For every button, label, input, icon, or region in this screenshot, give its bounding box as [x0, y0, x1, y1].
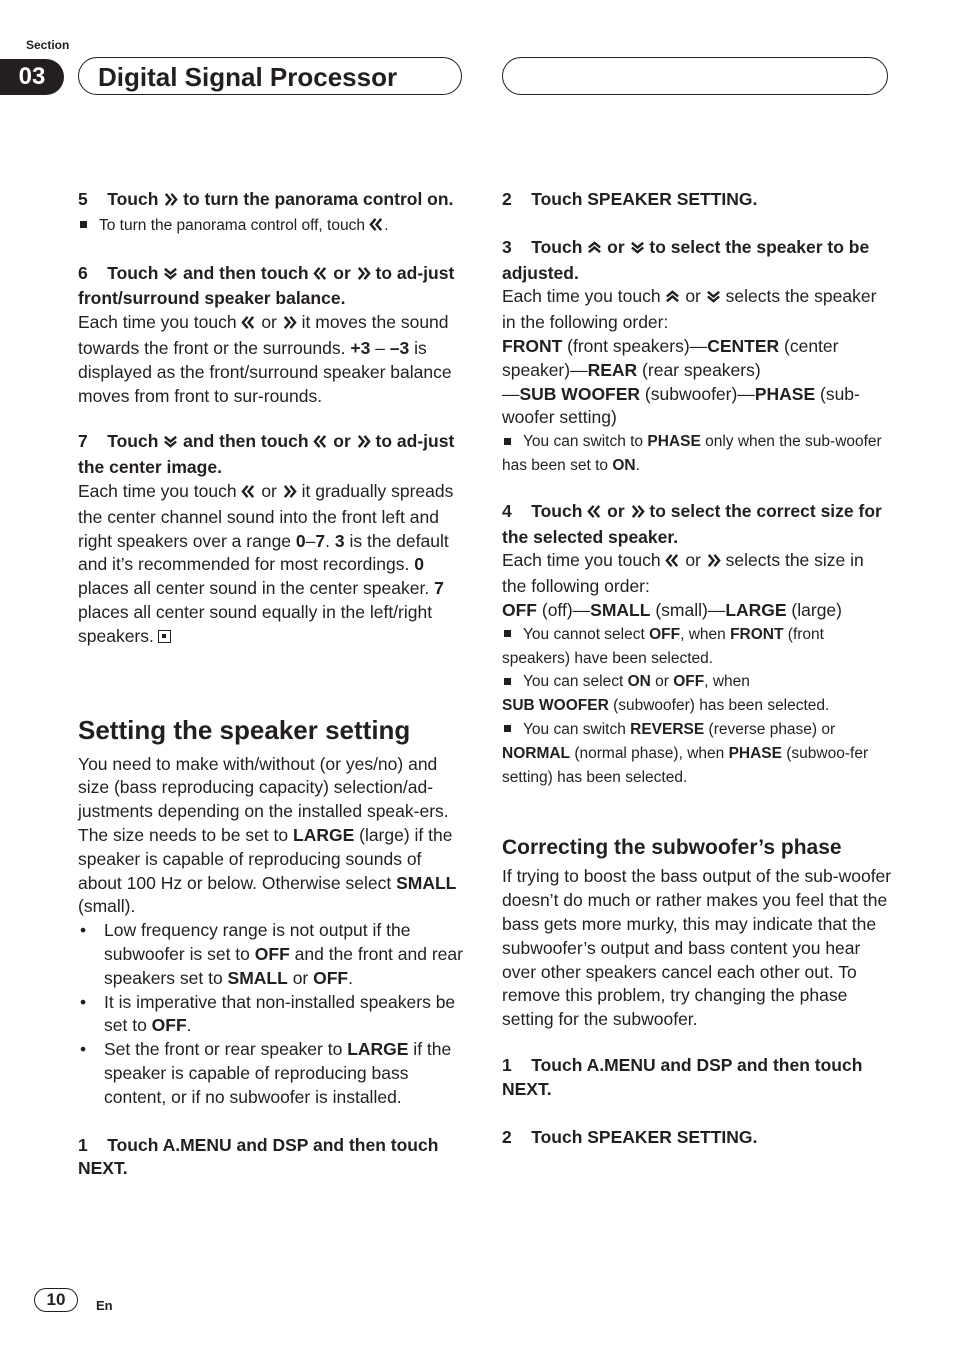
keyword-subwoofer: SUB WOOFER: [502, 697, 609, 715]
body-text: (sub-woofer setting): [502, 383, 860, 428]
note-text: (subwoofer) has been selected.: [608, 697, 830, 715]
note: [78, 214, 466, 240]
page-title: Digital Signal Processor: [98, 62, 398, 92]
body-text: (small)—: [650, 599, 726, 620]
subsection-heading: Correcting the subwoofer’s phase: [502, 836, 842, 860]
note-text: You can select: [523, 673, 628, 691]
double-chevron-right-icon: [706, 551, 721, 575]
double-chevron-left-icon: [369, 216, 384, 240]
phase-paragraph: If trying to boost the bass output of the sub-woofer doesn’t do much or rather makes you feel that the bass gets more murky, this may indicate that the subwoofer’s output and bass content you hear over other speakers cancel each other out. To remove this problem, try changing the phase setting for the subwoofer.: [502, 866, 892, 1030]
size-order: [502, 599, 892, 623]
note-text: (reverse phase) or: [704, 720, 836, 738]
keyword-phase: PHASE: [728, 744, 782, 762]
double-chevron-left-icon: [241, 482, 256, 506]
step-4-body: [502, 549, 892, 599]
body-text: Low frequency range is not output if the subwoofer is set to: [104, 920, 411, 964]
double-chevron-right-icon: [630, 502, 645, 526]
step-text: and then touch: [183, 431, 309, 452]
note-text: To turn the panorama control off, touch: [99, 216, 365, 234]
keyword-off: OFF: [313, 967, 349, 988]
double-chevron-left-icon: [241, 313, 256, 337]
bullet-item: [78, 1038, 466, 1109]
step-text: Touch SPEAKER SETTING.: [531, 1126, 758, 1147]
body-text: –: [305, 530, 316, 551]
keyword-rear: REAR: [587, 359, 638, 380]
double-chevron-down-icon: [706, 287, 721, 311]
note-text: (subwoo-fer setting) has been selected.: [502, 744, 869, 786]
step-3-body: [502, 285, 892, 335]
body-text: —: [502, 383, 520, 404]
note-text: (front speakers) have been selected.: [502, 625, 824, 667]
body-text: it gradually spreads the center channel sound into the front left and right speakers over a range: [78, 480, 454, 551]
bullet-dot-icon: •: [80, 991, 87, 1012]
step-text: to select the correct size for the selected speaker.: [502, 500, 882, 547]
note: [502, 718, 892, 789]
body-text: places all center sound in the center speaker.: [78, 578, 435, 599]
double-chevron-left-icon: [665, 551, 680, 575]
step-text: to select the speaker to be adjusted.: [502, 236, 870, 283]
keyword-large: LARGE: [347, 1039, 409, 1060]
body-text: it moves the sound towards the front or the surrounds.: [78, 312, 449, 358]
keyword-small: SMALL: [227, 967, 288, 988]
keyword-large: LARGE: [293, 824, 355, 845]
step-text: or: [607, 236, 625, 257]
body-text: if the speaker is capable of reproducing bass content, or if no subwoofer is installed.: [104, 1039, 452, 1107]
bullet-dot-icon: •: [80, 920, 87, 941]
note-text: You cannot select: [523, 625, 650, 643]
note: [502, 670, 892, 718]
step-number: 3: [502, 236, 512, 257]
double-chevron-right-icon: [356, 432, 371, 456]
double-chevron-right-icon: [282, 482, 297, 506]
double-chevron-left-icon: [313, 432, 328, 456]
value-zero: 0: [295, 530, 306, 551]
body-text: .: [348, 967, 353, 988]
body-text: (large): [786, 599, 842, 620]
step-3: [502, 236, 892, 286]
note: [502, 623, 892, 671]
double-chevron-up-icon: [665, 287, 680, 311]
note-bullet-icon: [504, 630, 511, 637]
step-text: Touch A.MENU and DSP and then touch NEXT.: [78, 1134, 439, 1179]
step-5: [78, 188, 466, 214]
step-2: [502, 1126, 892, 1150]
keyword-off: OFF: [673, 673, 705, 691]
note-text: You can switch: [523, 720, 631, 738]
step-text: to ad-just front/surround speaker balance.: [78, 262, 455, 309]
language-code: En: [96, 1298, 113, 1313]
step-text: Touch SPEAKER SETTING.: [531, 189, 758, 209]
step-text: or: [333, 262, 351, 283]
body-text: .: [186, 1015, 192, 1036]
step-1: [502, 1054, 892, 1102]
body-text: or: [685, 550, 701, 571]
note-text: .: [635, 456, 640, 474]
step-text: or: [333, 431, 351, 452]
step-text: Touch: [107, 431, 159, 452]
step-text: Touch: [531, 500, 583, 521]
double-chevron-left-icon: [313, 264, 328, 288]
step-6: [78, 262, 466, 312]
note-text: , when: [704, 673, 750, 691]
keyword-large: LARGE: [725, 599, 787, 620]
step-text: Touch: [107, 262, 159, 283]
body-text: (rear speakers): [637, 359, 761, 380]
body-text: selects the speaker in the following order:: [502, 286, 877, 333]
speaker-order: [502, 335, 892, 430]
step-text: to ad-just the center image.: [78, 431, 455, 478]
body-text: (off)—: [537, 599, 591, 620]
value-minus3: –3: [389, 337, 410, 358]
value-three: 3: [334, 530, 345, 551]
step-number: 7: [78, 431, 88, 452]
body-text: or: [261, 480, 277, 501]
step-7-body: [78, 480, 466, 649]
section-heading: Setting the speaker setting: [78, 714, 411, 745]
keyword-on: ON: [612, 456, 636, 474]
value-seven: 7: [315, 530, 326, 551]
step-text: to turn the panorama control on.: [183, 189, 454, 209]
body-text: Each time you touch: [78, 480, 237, 501]
bullet-item: [78, 991, 466, 1039]
keyword-small: SMALL: [396, 872, 457, 893]
keyword-center: CENTER: [707, 335, 780, 356]
double-chevron-down-icon: [163, 264, 178, 288]
body-text: –: [370, 337, 390, 358]
step-6-body: [78, 311, 466, 408]
note-text: .: [384, 216, 389, 234]
section-number-badge: 03: [0, 59, 64, 95]
step-4: [502, 500, 892, 550]
double-chevron-left-icon: [587, 502, 602, 526]
bullet-dot-icon: •: [80, 1039, 87, 1060]
keyword-off: OFF: [502, 599, 537, 620]
note-text: or: [650, 673, 674, 691]
double-chevron-right-icon: [163, 190, 178, 214]
end-mark-icon: [158, 630, 171, 643]
keyword-off: OFF: [254, 943, 290, 964]
value-seven: 7: [434, 578, 444, 599]
body-text: (front speakers)—: [562, 335, 708, 356]
step-7: [78, 430, 466, 480]
keyword-phase: PHASE: [647, 433, 701, 451]
note-bullet-icon: [504, 438, 511, 445]
right-column: [502, 188, 892, 1149]
step-text: or: [607, 500, 625, 521]
body-text: or: [261, 312, 277, 333]
keyword-off: OFF: [649, 625, 681, 643]
step-text: Touch A.MENU and DSP and then touch NEXT.: [502, 1054, 863, 1099]
header-blank-frame: [502, 57, 888, 95]
step-1: [78, 1134, 466, 1182]
keyword-on: ON: [627, 673, 651, 691]
body-text: Set the front or rear speaker to: [104, 1039, 348, 1060]
body-text: is the default and it’s recommended for most recordings.: [78, 530, 449, 575]
body-text: or: [287, 967, 314, 988]
note-bullet-icon: [504, 725, 511, 732]
body-text: (large) if the speaker is capable of reproducing sounds of about 100 Hz or below. Otherwise select: [78, 824, 453, 893]
intro-paragraph: [78, 753, 466, 920]
body-text: .: [325, 530, 330, 551]
body-text: (subwoofer)—: [640, 383, 755, 404]
body-text: and the front and rear speakers set to: [104, 943, 463, 988]
note: [502, 430, 892, 478]
step-number: 2: [502, 1126, 512, 1147]
body-text: Each time you touch: [502, 550, 661, 571]
note-bullet-icon: [504, 678, 511, 685]
step-number: 5: [78, 189, 88, 209]
double-chevron-down-icon: [163, 432, 178, 456]
body-text: Each time you touch: [502, 286, 661, 307]
body-text: It is imperative that non-installed speakers be set to: [104, 991, 456, 1036]
body-text: (center speaker)—: [502, 335, 839, 380]
body-text: places all center sound equally in the left/right speakers.: [78, 601, 433, 646]
body-text: You need to make with/without (or yes/no) and size (bass reproducing capacity) selection/ad-justments depending on the installed speak-ers. The size needs to be set to: [78, 753, 449, 845]
keyword-normal: NORMAL: [502, 744, 571, 762]
step-text: Touch: [531, 236, 583, 257]
step-2: [502, 188, 892, 212]
step-number: 4: [502, 500, 512, 521]
note-text: (normal phase), when: [570, 744, 729, 762]
step-text: Touch: [107, 189, 159, 209]
step-number: 1: [502, 1054, 512, 1075]
body-text: is displayed as the front/surround speaker balance moves from front to sur-rounds.: [78, 337, 452, 406]
left-column: [78, 188, 466, 1181]
keyword-phase: PHASE: [754, 383, 816, 404]
double-chevron-down-icon: [630, 238, 645, 262]
keyword-front: FRONT: [502, 335, 563, 356]
keyword-front: FRONT: [730, 625, 784, 643]
body-text: (small).: [78, 896, 136, 917]
value-zero: 0: [414, 554, 424, 575]
keyword-reverse: REVERSE: [630, 720, 705, 738]
section-label: Section: [26, 38, 70, 52]
value-plus3: +3: [350, 337, 371, 358]
bullet-item: [78, 919, 466, 990]
step-text: and then touch: [183, 262, 309, 283]
note-text: You can switch to: [523, 433, 648, 451]
double-chevron-right-icon: [356, 264, 371, 288]
step-number: 6: [78, 262, 88, 283]
page-number: 10: [34, 1288, 78, 1312]
note-text: , when: [680, 625, 731, 643]
note-bullet-icon: [80, 221, 87, 228]
double-chevron-up-icon: [587, 238, 602, 262]
keyword-off: OFF: [151, 1015, 187, 1036]
body-text: or: [685, 286, 701, 307]
double-chevron-right-icon: [282, 313, 297, 337]
step-number: 2: [502, 189, 512, 209]
body-text: selects the size in the following order:: [502, 550, 864, 597]
keyword-small: SMALL: [590, 599, 651, 620]
body-text: Each time you touch: [78, 312, 237, 333]
step-number: 1: [78, 1134, 88, 1155]
note-text: only when the sub-woofer has been set to: [502, 433, 882, 474]
keyword-subwoofer: SUB WOOFER: [519, 383, 641, 404]
